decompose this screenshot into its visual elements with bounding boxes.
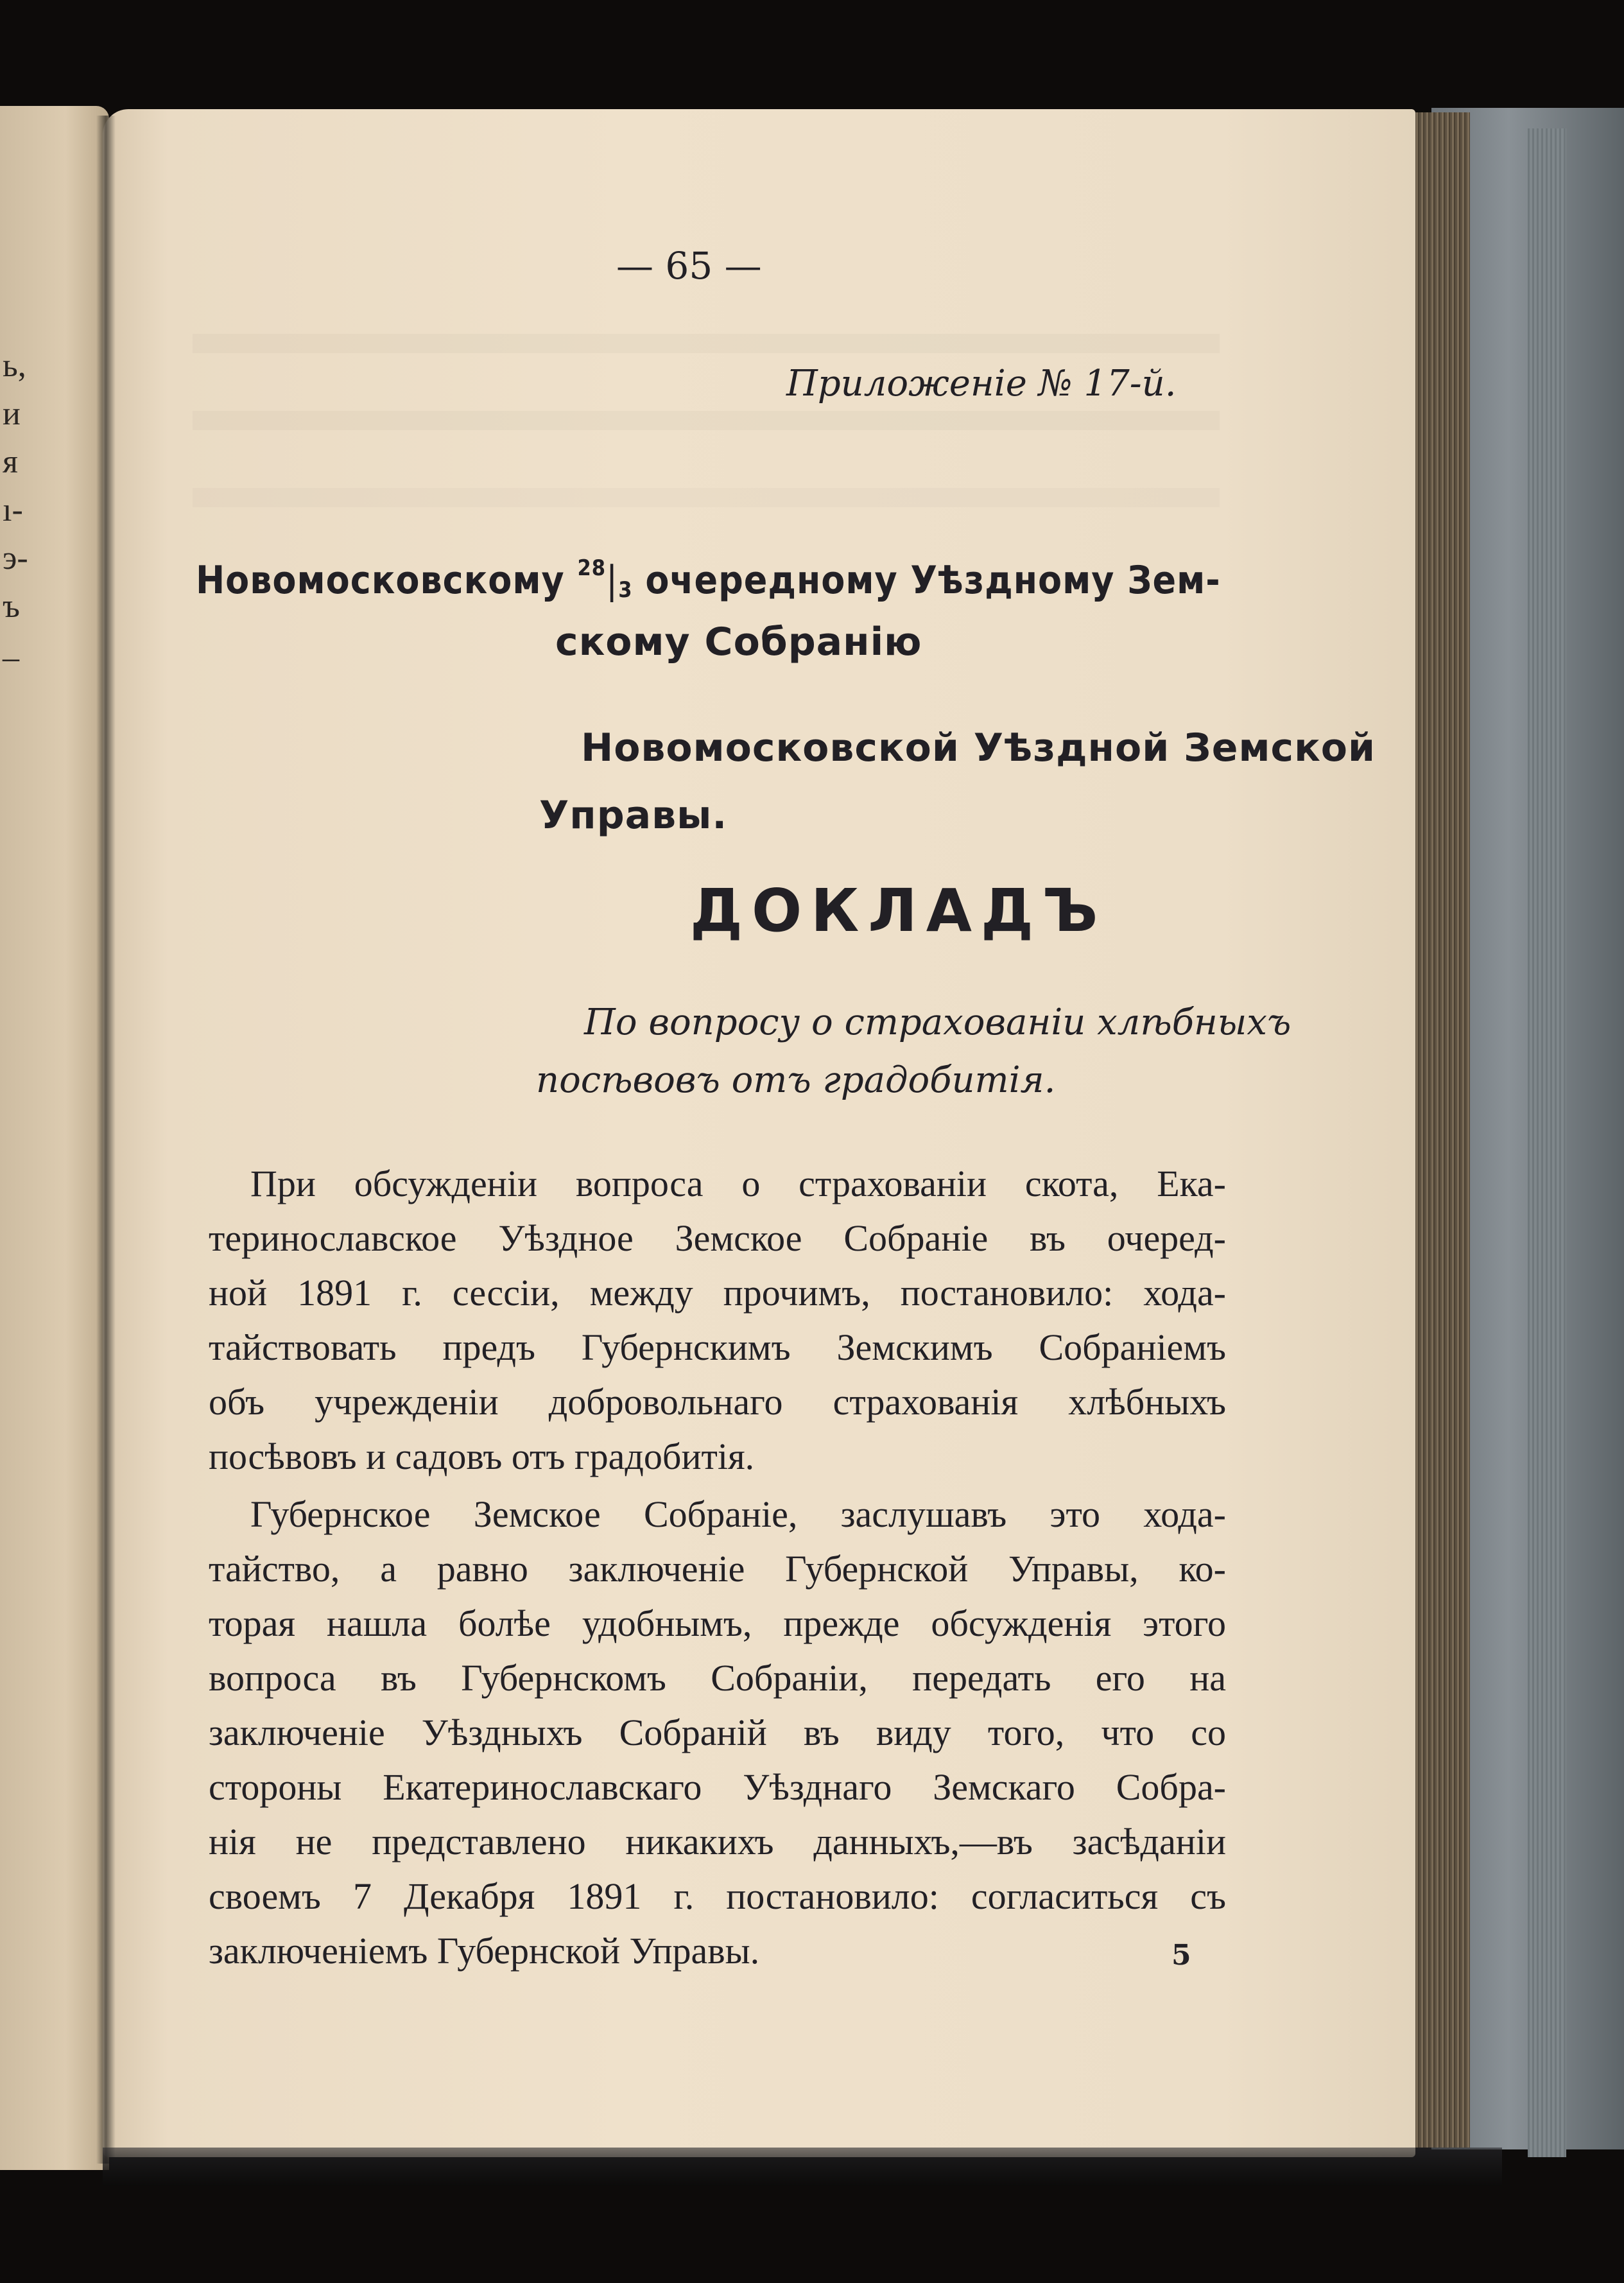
- left-page: [0, 106, 109, 2170]
- cover-board-edge: [1528, 128, 1566, 2157]
- paragraph-line: тайство, а равно заключенiе Губернской Управы, ко-: [209, 1548, 1226, 1590]
- addressee-heading: Новомосковскому $^{28}|_3$ очередному Уѣздному Зем-: [196, 555, 1221, 603]
- paragraph-line: нiя не представлено никакихъ данныхъ,—въ засѣданiи: [209, 1821, 1226, 1862]
- left-page-fragment: ь,: [3, 347, 26, 384]
- left-page-fragment: и: [3, 395, 21, 432]
- paragraph-line: тайствовать предъ Губернскимъ Земскимъ Собранiемъ: [209, 1326, 1226, 1368]
- appendix-label: Приложенiе № 17-й.: [786, 363, 1177, 404]
- paragraph-line: заключенiе Уѣздныхъ Собранiй въ виду того, что со: [209, 1712, 1226, 1753]
- page-number: — 65 —: [616, 244, 762, 288]
- left-page-fragment: я: [3, 444, 18, 480]
- paragraph-line: своемъ 7 Декабря 1891 г. постановило: согласиться съ: [209, 1875, 1226, 1917]
- paragraph-line: торая нашла болѣе удобнымъ, прежде обсужденiя этого: [209, 1602, 1226, 1644]
- page-edges: [1409, 112, 1470, 2148]
- paragraph-line: объ учрежденiи добровольнаго страхованiя хлѣбныхъ: [209, 1381, 1226, 1423]
- sender-line: Новомосковской Уѣздной Земской: [581, 725, 1376, 770]
- heading-text: очередному Уѣздному Зем-: [645, 558, 1221, 603]
- left-page-fragment: ъ: [3, 588, 20, 625]
- left-page-fragment: э-: [3, 540, 28, 577]
- bleed-through: [193, 488, 1220, 507]
- paragraph-line: посѣвовъ и садовъ отъ градобитiя.: [209, 1436, 755, 1477]
- bleed-through: [193, 411, 1220, 430]
- heading-text: Новомосковскому: [196, 558, 565, 603]
- binding-gutter: [96, 116, 116, 2164]
- paragraph-line: При обсужденiи вопроса о страхованiи скота, Ека-: [250, 1163, 1226, 1204]
- signature-mark: 5: [1171, 1939, 1191, 1972]
- left-page-fragment: ı-: [3, 492, 23, 528]
- left-page-fragment: –: [3, 639, 19, 676]
- addressee-heading-cont: скому Собранiю: [555, 620, 922, 664]
- paragraph-line: вопроса въ Губернскомъ Собранiи, передать его на: [209, 1657, 1226, 1699]
- paragraph-line: ной 1891 г. сессiи, между прочимъ, постановило: хода-: [209, 1272, 1226, 1314]
- subject-line: По вопросу о страхованiи хлѣбныхъ: [584, 1002, 1291, 1043]
- session-number-superscript: 28: [577, 555, 607, 581]
- bleed-through: [193, 334, 1220, 353]
- document-title: ДОКЛАДЪ: [690, 876, 1107, 945]
- paragraph-line: теринославское Уѣздное Земское Собранiе въ очеред-: [209, 1217, 1226, 1259]
- sender-line: Управы.: [539, 793, 728, 838]
- session-number-subscript: 3: [618, 577, 633, 603]
- subject-line: посѣвовъ отъ градобитiя.: [536, 1059, 1056, 1101]
- bottom-shadow: [103, 2148, 1502, 2186]
- paragraph-line: стороны Екатеринославскаго Уѣзднаго Земскаго Собра-: [209, 1766, 1226, 1808]
- paragraph-line: заключенiемъ Губернской Управы.: [209, 1930, 760, 1972]
- paragraph-line: Губернское Земское Собранiе, заслушавъ это хода-: [250, 1493, 1226, 1535]
